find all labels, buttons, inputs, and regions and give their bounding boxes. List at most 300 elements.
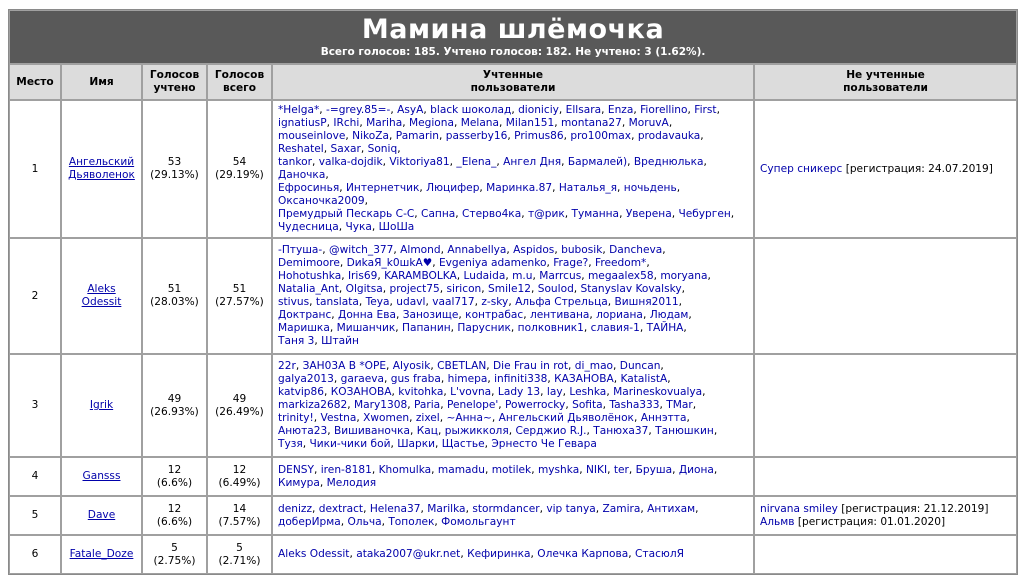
- counted-user[interactable]: Вишиваночка: [333, 425, 411, 437]
- counted-user[interactable]: Занозище: [402, 309, 459, 321]
- counted-user[interactable]: Lady 13: [497, 386, 541, 398]
- counted-user[interactable]: vaal717: [432, 296, 475, 308]
- place-cell: [9, 100, 61, 238]
- counted-user[interactable]: Ellsara: [565, 104, 602, 116]
- counted-user[interactable]: passerby16: [445, 130, 508, 142]
- counted-user[interactable]: MoruvA: [628, 117, 669, 129]
- counted-user[interactable]: bubosik: [561, 244, 603, 256]
- counted-user[interactable]: siricon: [446, 283, 482, 295]
- counted-user[interactable]: -=grey.85=-: [326, 104, 391, 116]
- counted-users-cell: [272, 354, 754, 457]
- counted-user[interactable]: Marineskovualya: [613, 386, 703, 398]
- counted-user[interactable]: Фомольгаунт: [441, 515, 516, 528]
- counted-user[interactable]: ШоШа: [378, 221, 415, 233]
- counted-votes-percent: (26.93%): [150, 405, 199, 418]
- counted-user[interactable]: контрабас: [465, 309, 524, 321]
- counted-votes-cell: [142, 238, 207, 354]
- counted-user[interactable]: kvitohka: [398, 386, 444, 398]
- table-row: [9, 100, 1017, 238]
- counted-user[interactable]: Almond: [400, 244, 441, 256]
- counted-user[interactable]: Вишня2011: [614, 296, 679, 308]
- counted-votes-cell: [142, 354, 207, 457]
- counted-user[interactable]: Маринка.87: [486, 182, 553, 194]
- counted-user[interactable]: dextract: [318, 502, 364, 515]
- candidate-link[interactable]: [64, 509, 139, 522]
- counted-user[interactable]: Powerrocky: [505, 399, 566, 411]
- counted-user[interactable]: Туманна: [571, 208, 620, 220]
- counted-votes-cell: [142, 496, 207, 535]
- counted-user[interactable]: Olgitsa: [345, 283, 383, 295]
- counted-votes: 12: [167, 502, 182, 515]
- counted-user[interactable]: himepa: [447, 373, 488, 385]
- counted-user[interactable]: CBETLAN: [437, 360, 487, 372]
- candidate-link[interactable]: [64, 470, 139, 483]
- total-votes-percent: (27.57%): [215, 296, 264, 308]
- uncounted-entry: [760, 163, 1011, 176]
- counted-user[interactable]: Alyosik: [392, 360, 431, 372]
- counted-user[interactable]: gus fraba: [390, 373, 441, 385]
- counted-user[interactable]: Тополек: [388, 515, 435, 528]
- total-votes-percent: (7.57%): [218, 515, 261, 528]
- counted-user[interactable]: Pamarin: [395, 130, 440, 142]
- results-page: [8, 9, 1016, 575]
- counted-user[interactable]: myshka: [537, 463, 580, 476]
- counted-user[interactable]: ТАЙНА: [646, 322, 684, 334]
- uncounted-entry: [760, 503, 1011, 516]
- counted-user[interactable]: pro100max: [570, 130, 632, 142]
- counted-user[interactable]: udavl: [396, 296, 426, 308]
- total-votes-percent: (29.19%): [215, 169, 264, 181]
- total-votes-cell: [207, 100, 272, 238]
- uncounted-users-cell: [754, 535, 1017, 574]
- counted-user[interactable]: Khomulka: [378, 463, 432, 476]
- total-votes-percent: (2.71%): [218, 554, 261, 567]
- candidate-name-line-1: Ангельский: [68, 156, 135, 168]
- counted-user[interactable]: katvip86: [278, 386, 325, 398]
- counted-user[interactable]: stormdancer: [472, 502, 540, 515]
- candidate-name-line-1: Aleks: [87, 283, 116, 295]
- counted-user[interactable]: доберИрма: [278, 515, 341, 528]
- candidate-name-line-1: Dave: [87, 509, 116, 521]
- counted-user[interactable]: dioniciy: [518, 104, 559, 116]
- counted-user[interactable]: Чука: [345, 221, 372, 233]
- counted-user[interactable]: славия-1: [590, 322, 640, 334]
- header-row: [9, 64, 1017, 100]
- place-cell: [9, 457, 61, 496]
- counted-user[interactable]: Smile12: [488, 283, 531, 295]
- counted-user[interactable]: black шоколад: [430, 104, 512, 116]
- counted-user[interactable]: Fiorellino: [640, 104, 688, 116]
- counted-votes-percent: (29.13%): [150, 169, 199, 181]
- counted-user[interactable]: AsyA: [397, 104, 424, 116]
- users-line: Кимура, Мелодия: [278, 476, 377, 489]
- counted-user[interactable]: Доктранс: [278, 309, 332, 321]
- counted-user[interactable]: Evgeniya adamenko: [438, 257, 547, 269]
- counted-user[interactable]: Олечка Карпова: [537, 548, 629, 560]
- counted-user[interactable]: Reshatel: [278, 143, 324, 155]
- counted-user[interactable]: Ludaida: [463, 270, 506, 282]
- counted-user[interactable]: Людам: [649, 309, 689, 321]
- place-cell: [9, 535, 61, 574]
- counted-user[interactable]: ночьдень: [623, 182, 677, 194]
- counted-user[interactable]: Аннэтта: [640, 412, 687, 424]
- counted-user[interactable]: т@рик: [527, 208, 565, 220]
- counted-user[interactable]: ignatiusP: [278, 117, 327, 129]
- counted-user[interactable]: Донна Ева: [338, 309, 396, 321]
- place-number: 2: [31, 289, 39, 302]
- counted-user[interactable]: Чебурген: [678, 208, 731, 220]
- candidate-cell: [61, 496, 142, 535]
- counted-user[interactable]: Люцифер: [426, 182, 480, 194]
- users-line: trinity!, Vestna, Xwomen, zixel, ~Анна~, Ангельский Дьяволёнок, Аннэтта,: [278, 412, 690, 424]
- counted-user[interactable]: ataka2007@ukr.net: [356, 548, 461, 560]
- counted-user[interactable]: Оксаночка2009: [278, 195, 365, 207]
- table-row: [9, 535, 1017, 574]
- candidate-link[interactable]: [64, 399, 139, 412]
- registration-date: [регистрация: 01.01.2020]: [797, 515, 946, 528]
- counted-votes-percent: (2.75%): [153, 554, 196, 567]
- counted-user[interactable]: Aspidos: [513, 244, 555, 256]
- counted-user[interactable]: zixel: [415, 412, 440, 424]
- counted-users-cell: [272, 535, 754, 574]
- counted-user[interactable]: Leshka: [569, 386, 607, 398]
- users-line: Анюта23, Вишиваночка, Кац, рыжикколя, Серджио R.J., Танюха37, Танюшкин,: [278, 425, 718, 437]
- table-row: [9, 457, 1017, 496]
- counted-user[interactable]: Paria: [413, 399, 441, 411]
- counted-user[interactable]: Natalia_Ant: [278, 283, 339, 295]
- counted-user[interactable]: tankor: [278, 156, 312, 168]
- counted-user[interactable]: KatalistA: [620, 373, 668, 385]
- counted-user[interactable]: лориана: [596, 309, 643, 321]
- counted-user[interactable]: Анюта23: [278, 425, 328, 437]
- counted-user[interactable]: First: [694, 104, 717, 116]
- counted-user[interactable]: -Птуша-: [278, 244, 323, 256]
- counted-user[interactable]: Hohotushka: [278, 270, 342, 282]
- candidate-cell: [61, 100, 142, 238]
- counted-user[interactable]: Zamira: [602, 502, 641, 515]
- users-line: mouseinlove, NikoZa, Pamarin, passerby16, Primus86, pro100max, prodavauka, Reshatel, Saxar, Soniq,: [278, 130, 704, 155]
- counted-user[interactable]: Эрнесто Че Гевара: [491, 438, 597, 450]
- counted-user[interactable]: m.u: [512, 270, 533, 282]
- counted-user[interactable]: Щастье: [441, 438, 485, 450]
- counted-user[interactable]: lay: [546, 386, 563, 398]
- users-line: -Птуша-, @witch_377, Almond, Annabellya, Aspidos, bubosik, Dancheva,: [278, 244, 666, 256]
- counted-user[interactable]: Tasha333: [609, 399, 660, 411]
- counted-user[interactable]: montana27: [560, 117, 622, 129]
- table-row: [9, 238, 1017, 354]
- counted-user[interactable]: _Elena_: [456, 156, 497, 168]
- counted-user[interactable]: полковник1: [517, 322, 584, 334]
- users-line: Hohotushka, Iris69, KARAMBOLKA, Ludaida, m.u, Marrcus, megaalex58, moryana,: [278, 270, 711, 282]
- counted-user[interactable]: Интернетчик: [345, 182, 420, 194]
- counted-user[interactable]: Ефросинья: [278, 182, 340, 194]
- counted-user[interactable]: 22r: [278, 360, 296, 372]
- counted-user[interactable]: stivus: [278, 296, 310, 308]
- total-votes: 12: [232, 463, 247, 476]
- candidate-link[interactable]: [64, 548, 139, 561]
- counted-votes: 53: [167, 156, 182, 168]
- counted-user[interactable]: Mariha: [366, 117, 403, 129]
- total-votes: 54: [232, 156, 247, 168]
- counted-user[interactable]: mamadu: [437, 463, 485, 476]
- counted-user[interactable]: лентивана: [529, 309, 590, 321]
- uncounted-user[interactable]: nirvana smiley: [760, 502, 838, 515]
- counted-user[interactable]: Mary1308: [354, 399, 408, 411]
- users-line: denizz, dextract, Helena37, Marilka, stormdancer, vip tanya, Zamira, Антихам,: [278, 502, 699, 515]
- uncounted-user[interactable]: Супер сникерс: [760, 162, 843, 175]
- counted-user[interactable]: tanslata: [315, 296, 359, 308]
- counted-user[interactable]: Milan151: [505, 117, 555, 129]
- counted-user[interactable]: Чики-чики бой: [309, 438, 391, 450]
- place-number: 3: [31, 399, 39, 411]
- header-uncounted-users: Не учтенные пользователи: [754, 64, 1017, 100]
- total-votes: 51: [232, 283, 247, 295]
- users-line: tankor, valka-dojdik, Viktoriya81, _Elena_, Ангел Дня, Бармалей), Вреднюлька, Даночка,: [278, 156, 707, 181]
- counted-user[interactable]: Штайн: [321, 335, 359, 347]
- counted-user[interactable]: ЗАН03А В *ОРЕ: [302, 360, 387, 372]
- counted-user[interactable]: TMar: [666, 399, 693, 411]
- counted-user[interactable]: Бармалей): [567, 156, 628, 168]
- counted-user[interactable]: Кац: [416, 425, 438, 437]
- counted-user[interactable]: L'vovna: [450, 386, 492, 398]
- users-line: stivus, tanslata, Teya, udavl, vaal717, z-sky, Альфа Стрельца, Вишня2011,: [278, 296, 683, 308]
- counted-user[interactable]: Маришка: [278, 322, 330, 334]
- counted-votes-percent: (6.6%): [156, 515, 193, 528]
- counted-user[interactable]: Танюха37: [593, 425, 649, 437]
- counted-users-cell: [272, 238, 754, 354]
- counted-user[interactable]: iren-8181: [320, 463, 372, 476]
- counted-user[interactable]: Penelope': [446, 399, 499, 411]
- candidate-link[interactable]: [64, 156, 139, 182]
- counted-users-cell: [272, 100, 754, 238]
- uncounted-users-cell: [754, 496, 1017, 535]
- counted-user[interactable]: Танюшкин: [655, 425, 714, 437]
- title-banner: [9, 10, 1017, 64]
- counted-user[interactable]: *Helga*: [278, 104, 320, 116]
- counted-user[interactable]: Мишанчик: [336, 322, 396, 334]
- counted-user[interactable]: Вреднюлька: [633, 156, 704, 168]
- header-counted: Голосов учтено: [142, 64, 207, 100]
- counted-user[interactable]: Xwomen: [363, 412, 410, 424]
- counted-user[interactable]: project75: [389, 283, 440, 295]
- counted-user[interactable]: Ангел Дня: [503, 156, 562, 168]
- counted-user[interactable]: Ольча: [347, 515, 382, 528]
- counted-user[interactable]: Ангельский Дьяволёнок: [498, 412, 634, 424]
- place-number: 6: [31, 548, 39, 560]
- uncounted-users-cell: [754, 100, 1017, 238]
- users-line: DENSY, iren-8181, Khomulka, mamadu, motilek, myshka, NIKI, ter, Бруша, Диона,: [278, 463, 718, 476]
- results-table: [8, 9, 1018, 575]
- uncounted-entry: [760, 516, 1011, 529]
- counted-user[interactable]: motilek: [491, 463, 532, 476]
- counted-user[interactable]: Диона: [678, 463, 714, 476]
- counted-user[interactable]: Stanyslav Kovalsky: [580, 283, 682, 295]
- total-votes-cell: [207, 354, 272, 457]
- counted-user[interactable]: z-sky: [481, 296, 509, 308]
- page-title: Мамина шлёмочка: [361, 14, 665, 45]
- counted-user[interactable]: Наталья_я: [558, 182, 618, 194]
- total-votes-percent: (6.49%): [218, 476, 261, 489]
- users-line: *Helga*, -=grey.85=-, AsyA, black шоколад, dioniciy, Ellsara, Enza, Fiorellino, First,: [278, 104, 720, 116]
- counted-votes-percent: (28.03%): [150, 296, 199, 308]
- counted-user[interactable]: Серджио R.J.: [515, 425, 587, 437]
- counted-user[interactable]: Тузя: [278, 438, 303, 450]
- registration-date: [регистрация: 21.12.2019]: [841, 502, 989, 515]
- counted-user[interactable]: NikoZa: [352, 130, 390, 142]
- header-total: Голосов всего: [207, 64, 272, 100]
- counted-user[interactable]: Премудрый Пескарь С-С: [278, 208, 415, 220]
- total-votes-cell: [207, 535, 272, 574]
- users-line: Чудесница, Чука, ШоШа: [278, 221, 415, 233]
- users-line: Маришка, Мишанчик, Папанин, Парусник, полковник1, славия-1, ТАЙНА,: [278, 322, 687, 334]
- header-name: Имя: [61, 64, 142, 100]
- table-row: [9, 354, 1017, 457]
- counted-users-cell: [272, 457, 754, 496]
- uncounted-user[interactable]: Альмв: [760, 515, 795, 528]
- counted-user[interactable]: Dancheva: [609, 244, 663, 256]
- counted-user[interactable]: DENSY: [278, 463, 314, 476]
- counted-user[interactable]: valka-dojdik: [318, 156, 383, 168]
- counted-user[interactable]: Frage?: [553, 257, 589, 269]
- counted-user[interactable]: vip tanya: [546, 502, 596, 515]
- counted-user[interactable]: Уверена: [625, 208, 672, 220]
- counted-user[interactable]: di_mao: [574, 360, 614, 372]
- counted-user[interactable]: Aleks Odessit: [278, 548, 350, 560]
- registration-date: [регистрация: 24.07.2019]: [845, 162, 993, 175]
- counted-votes: 51: [167, 283, 182, 295]
- users-line: доберИрма, Ольча, Тополек, Фомольгаунт: [278, 515, 516, 528]
- counted-user[interactable]: Стерво4ка: [462, 208, 522, 220]
- counted-user[interactable]: denizz: [278, 502, 313, 515]
- counted-user[interactable]: Vestna: [320, 412, 357, 424]
- counted-user[interactable]: СтасюлЯ: [635, 548, 684, 560]
- counted-user[interactable]: Demimoore: [278, 257, 340, 269]
- counted-user[interactable]: @witch_377: [329, 244, 394, 256]
- counted-user[interactable]: Die Frau in rot: [493, 360, 569, 372]
- counted-user[interactable]: IRchi: [333, 117, 360, 129]
- place-cell: [9, 238, 61, 354]
- counted-user[interactable]: KARAMBOLKA: [384, 270, 457, 282]
- place-cell: [9, 354, 61, 457]
- total-votes-cell: [207, 238, 272, 354]
- counted-user[interactable]: DиkaЯ_k0шkA♥: [346, 257, 433, 269]
- counted-user[interactable]: Чудесница: [278, 221, 339, 233]
- users-line: ignatiusP, IRchi, Mariha, Megiona, Melana, Milan151, montana27, MoruvA,: [278, 117, 673, 129]
- counted-user[interactable]: Iris69: [347, 270, 378, 282]
- counted-votes: 49: [167, 392, 182, 405]
- total-votes-cell: [207, 496, 272, 535]
- counted-votes-percent: (6.6%): [156, 476, 193, 489]
- counted-user[interactable]: trinity!: [278, 412, 314, 424]
- total-votes-cell: [207, 457, 272, 496]
- counted-user[interactable]: galya2013: [278, 373, 334, 385]
- counted-user[interactable]: Freedom*: [595, 257, 647, 269]
- place-number: 4: [31, 470, 39, 482]
- counted-user[interactable]: moryana: [660, 270, 708, 282]
- users-line: Доктранс, Донна Ева, Занозище, контрабас, лентивана, лориана, Людам,: [278, 309, 692, 321]
- header-place: Место: [9, 64, 61, 100]
- counted-user[interactable]: Кефиринка: [467, 548, 531, 560]
- counted-user[interactable]: Primus86: [514, 130, 564, 142]
- candidate-name-line-1: Fatale_Doze: [69, 548, 134, 560]
- counted-user[interactable]: prodavauka: [637, 130, 701, 142]
- candidate-link[interactable]: [64, 283, 139, 309]
- counted-user[interactable]: Melana: [460, 117, 500, 129]
- candidate-cell: [61, 354, 142, 457]
- counted-user[interactable]: Парусник: [457, 322, 511, 334]
- counted-user[interactable]: Кимура: [278, 476, 320, 489]
- counted-user[interactable]: Шарки: [397, 438, 436, 450]
- candidate-name-line-2: Odessit: [81, 296, 122, 308]
- counted-user[interactable]: Saxar: [330, 143, 361, 155]
- users-line: Ефросинья, Интернетчик, Люцифер, Маринка.87, Наталья_я, ночьдень, Оксаночка2009,: [278, 182, 681, 207]
- counted-user[interactable]: ~Анна~: [446, 412, 492, 424]
- users-line: 22r, ЗАН03А В *ОРЕ, Alyosik, CBETLAN, Die Frau in rot, di_mao, Duncan,: [278, 360, 664, 372]
- counted-user[interactable]: Teya: [365, 296, 390, 308]
- counted-votes-cell: [142, 457, 207, 496]
- counted-user[interactable]: Сапна: [421, 208, 456, 220]
- counted-user[interactable]: infiniti338: [494, 373, 548, 385]
- users-line: Премудрый Пескарь С-С, Сапна, Стерво4ка, т@рик, Туманна, Уверена, Чебурген,: [278, 208, 735, 220]
- users-line: Demimoore, DиkaЯ_k0шkA♥, Evgeniya adamenko, Frage?, Freedom*,: [278, 257, 650, 269]
- counted-user[interactable]: Annabellya: [447, 244, 507, 256]
- candidate-cell: [61, 238, 142, 354]
- counted-user[interactable]: mouseinlove: [278, 130, 346, 142]
- counted-users-cell: [272, 496, 754, 535]
- counted-user[interactable]: КАЗАНОВА: [554, 373, 614, 385]
- users-line: Aleks Odessit, ataka2007@ukr.net, Кефиринка, Олечка Карпова, СтасюлЯ: [278, 548, 684, 560]
- total-votes: 49: [232, 392, 247, 405]
- uncounted-users-cell: [754, 457, 1017, 496]
- counted-user[interactable]: NIKI: [585, 463, 608, 476]
- counted-user[interactable]: Sofita: [572, 399, 603, 411]
- counted-user[interactable]: КОЗАНОВА: [330, 386, 392, 398]
- counted-user[interactable]: Soniq: [367, 143, 398, 155]
- counted-user[interactable]: Бруша: [635, 463, 673, 476]
- users-line: markiza2682, Mary1308, Paria, Penelope', Powerrocky, Sofita, Tasha333, TMar,: [278, 399, 697, 411]
- users-line: Таня 3, Штайн: [278, 335, 359, 347]
- counted-user[interactable]: Megiona: [408, 117, 454, 129]
- users-line: Тузя, Чики-чики бой, Шарки, Щастье, Эрнесто Че Гевара: [278, 438, 597, 450]
- counted-user[interactable]: Антихам: [647, 502, 696, 515]
- vote-summary: Всего голосов: 185. Учтено голосов: 182. Не учтено: 3 (1.62%).: [320, 46, 706, 58]
- counted-user[interactable]: megaalex58: [587, 270, 654, 282]
- counted-user[interactable]: Marrcus: [539, 270, 582, 282]
- counted-user[interactable]: Enza: [607, 104, 634, 116]
- counted-user[interactable]: Marilka: [427, 502, 466, 515]
- counted-user[interactable]: Helena37: [369, 502, 421, 515]
- counted-user[interactable]: Duncan: [619, 360, 661, 372]
- counted-user[interactable]: garaeva: [340, 373, 384, 385]
- counted-user[interactable]: Мелодия: [326, 476, 377, 489]
- counted-user[interactable]: рыжикколя: [444, 425, 509, 437]
- counted-user[interactable]: Soulod: [537, 283, 574, 295]
- counted-user[interactable]: Папанин: [402, 322, 451, 334]
- counted-user[interactable]: Таня 3: [278, 335, 315, 347]
- counted-user[interactable]: Даночка: [278, 169, 326, 181]
- counted-votes-cell: [142, 100, 207, 238]
- place-cell: [9, 496, 61, 535]
- counted-user[interactable]: Альфа Стрельца: [515, 296, 608, 308]
- counted-user[interactable]: Viktoriya81: [389, 156, 450, 168]
- place-number: 5: [31, 509, 39, 521]
- counted-user[interactable]: markiza2682: [278, 399, 348, 411]
- candidate-name-line-1: Gansss: [82, 470, 121, 482]
- total-votes: 14: [232, 502, 247, 515]
- uncounted-users-cell: [754, 354, 1017, 457]
- counted-votes: 5: [171, 541, 178, 554]
- counted-user[interactable]: ter: [613, 463, 629, 476]
